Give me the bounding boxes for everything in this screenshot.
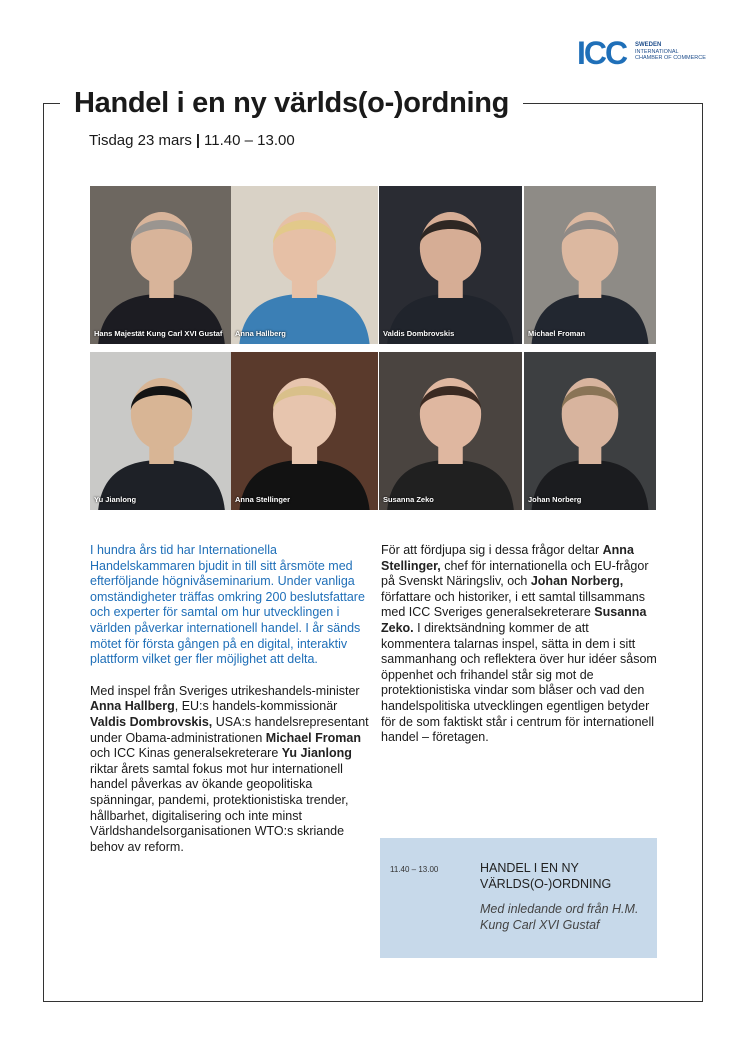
speaker-name: Yu Jianlong — [281, 746, 352, 761]
speaker-photo — [379, 186, 522, 344]
speaker-caption: Yu Jianlong — [94, 495, 137, 504]
logo-line-3: CHAMBER OF COMMERCE — [635, 55, 706, 61]
speaker-photo — [90, 352, 233, 510]
icc-logo-text — [635, 42, 706, 62]
program-title: HANDEL I EN NY VÄRLDS(O-)ORDNING — [480, 861, 612, 891]
event-date: Tisdag 23 mars — [89, 132, 192, 149]
speaker-photo — [524, 352, 656, 510]
speaker-caption: Johan Norberg — [528, 495, 582, 504]
speaker-caption: Susanna Zeko — [383, 495, 434, 504]
icc-sweden-logo — [577, 36, 711, 70]
portrait-silhouette — [231, 352, 378, 510]
speaker-caption: Anna Stellinger — [235, 495, 291, 504]
speaker-caption: Hans Majestät Kung Carl XVI Gustaf — [94, 329, 223, 338]
text: Med inspel från Sveriges utrikeshandels-minister — [90, 683, 360, 698]
speakers-paragraph — [90, 684, 372, 856]
text: USA:s handelsrepresentant under Obama-administrationen — [90, 714, 369, 745]
text: , EU:s handels-kommissionär — [174, 699, 338, 714]
speaker-photo — [379, 352, 522, 510]
speaker-photo — [90, 186, 233, 344]
left-column — [90, 543, 372, 871]
speaker-name: Susanna Zeko. — [381, 605, 647, 635]
text: För att fördjupa sig i dessa frågor deltar — [381, 543, 603, 557]
speaker-name: Michael Froman — [265, 730, 361, 745]
portrait-silhouette — [90, 352, 233, 510]
speaker-caption: Anna Hallberg — [235, 329, 286, 338]
text: chef för internationella och EU-frågor på Svenskt Näringsliv, och — [381, 558, 649, 589]
program-intro: Med inledande ord från H.M. Kung Carl XVI Gustaf — [480, 902, 639, 932]
text: riktar årets samtal fokus mot hur internationell handel påverkas av ökande geopolitiska spänningar, pandemi, protektionistiska trender, hållbarhet, digitalisering och inte minst Världshandelsorganisationen WTO:s skriande behov av reform. — [90, 761, 349, 854]
page-title: Handel i en ny världs(o-)ordning — [74, 87, 510, 119]
event-datetime — [89, 132, 295, 149]
text: och ICC Kinas generalsekreterare — [90, 746, 282, 761]
speaker-photo-grid — [90, 186, 656, 506]
portrait-silhouette — [524, 352, 656, 510]
speaker-photo — [524, 186, 656, 344]
intro-paragraph: I hundra års tid har Internationella Handelskammaren bjudit in till sitt årsmöte med efterföljande högnivåseminarium. Under vanliga omständigheter träffas omkring 200 beslutsfattare och experter för samtal om hur utvecklingen i världen påverkar internationell handel. I år sänds mötet för första gången på en digital, interaktiv plattform vilket ger fler möjlighet att delta. — [90, 543, 365, 667]
text: författare och historiker, i ett samtal tillsammans med ICC Sveriges generalsekreterare — [381, 589, 645, 620]
text: I direktsändning kommer de att kommentera talarnas inspel, sätta in dem i sitt sammanhang och reflektera över hur idéer såsom öppenhet och frihandel står sig mot de protektionistiska vindar som blåser och vad den handelspolitiska utvecklingen egentligen betyder för de som faktiskt står i centrum för internationell handel – företagen. — [381, 620, 657, 745]
logo-line-2: INTERNATIONAL — [635, 48, 679, 55]
speaker-photo — [231, 186, 378, 344]
speaker-caption: Michael Froman — [528, 329, 586, 338]
portrait-silhouette — [231, 186, 378, 344]
program-time: 11.40 – 13.00 — [390, 865, 439, 874]
speaker-photo — [231, 352, 378, 510]
speaker-name: Anna Hallberg — [90, 699, 175, 714]
speaker-name: Anna Stellinger, — [381, 543, 634, 573]
event-time: 11.40 – 13.00 — [204, 132, 295, 149]
program-box — [380, 838, 657, 958]
speaker-caption: Valdis Dombrovskis — [383, 329, 455, 338]
logo-line-1: SWEDEN — [635, 42, 662, 48]
speaker-name: Valdis Dombrovskis, — [90, 714, 213, 729]
panel-paragraph — [381, 543, 659, 746]
speaker-name: Johan Norberg, — [530, 574, 624, 589]
portrait-silhouette — [379, 186, 522, 344]
portrait-silhouette — [524, 186, 656, 344]
title-bar — [60, 83, 523, 123]
date-separator: | — [195, 132, 201, 149]
right-column — [381, 543, 659, 762]
portrait-silhouette — [379, 352, 522, 510]
icc-logo-mark: ICC — [577, 35, 627, 71]
portrait-silhouette — [90, 186, 233, 344]
